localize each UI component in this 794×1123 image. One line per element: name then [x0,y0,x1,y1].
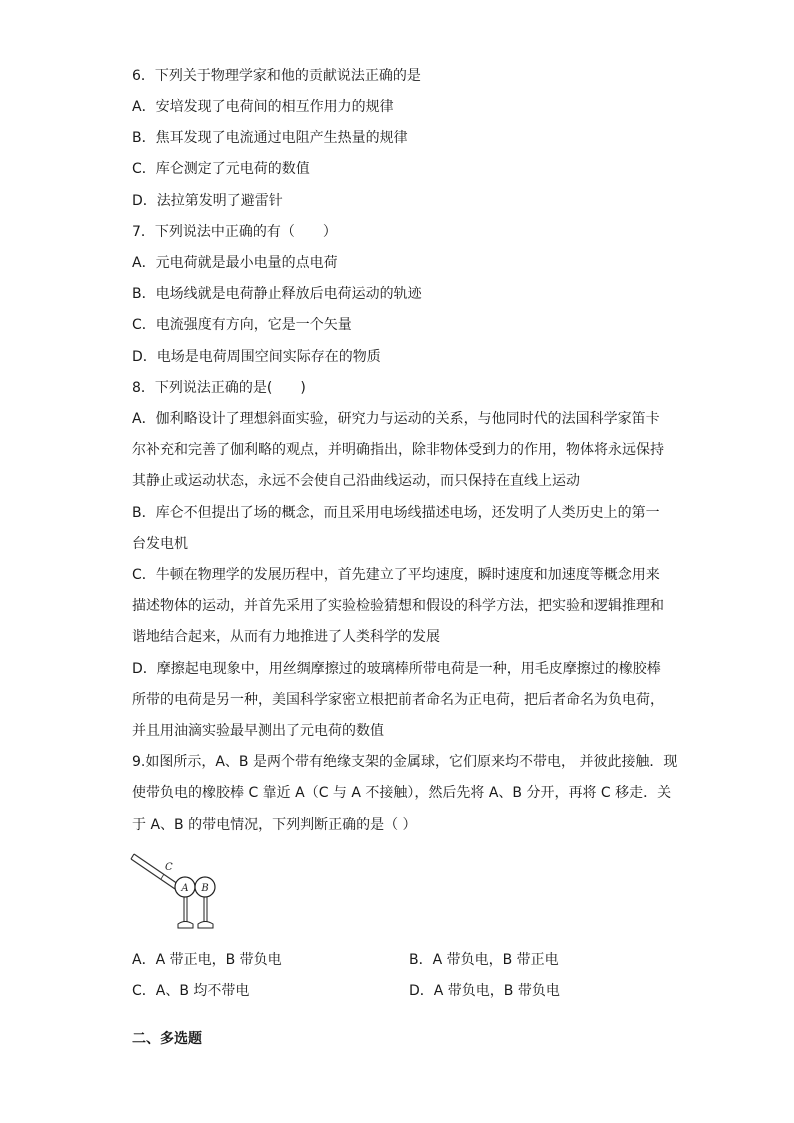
stand-a [178,897,193,928]
question-8-option-line: 尔补充和完善了伽利略的观点，并明确指出，除非物体受到力的作用，物体将永远保持 [132,442,664,458]
question-9-option-c: C．A、B 均不带电 [132,983,250,999]
question-8-option-line: 其静止或运动状态，永远不会使自己沿曲线运动，而只保持在直线上运动 [132,473,580,489]
question-8-option-line: D．摩擦起电现象中，用丝绸摩擦过的玻璃棒所带电荷是一种，用毛皮摩擦过的橡胶棒 [132,661,661,677]
question-8-option-line: 描述物体的运动，并首先采用了实验检验猜想和假设的科学方法，把实验和逻辑推理和 [132,598,664,614]
question-6-option-b: B．焦耳发现了电流通过电阻产生热量的规律 [132,130,408,146]
question-8-option-line: C．牛顿在物理学的发展历程中，首先建立了平均速度，瞬时速度和加速度等概念用来 [132,567,660,583]
question-8-stem: 8．下列说法正确的是( ) [132,380,306,396]
question-7-option-d: D．电场是电荷周围空间实际存在的物质 [132,349,381,365]
question-7-option-b: B．电场线就是电荷静止释放后电荷运动的轨迹 [132,286,422,302]
question-8-option-line: 所带的电荷是另一种，美国科学家密立根把前者命名为正电荷，把后者命名为负电荷， [132,692,664,708]
question-7-stem: 7．下列说法中正确的有（ ） [132,224,337,240]
rod-label: C [165,862,173,873]
question-9-option-d: D．A 带负电，B 带负电 [409,983,560,999]
stand-b [198,897,213,928]
sphere-a-label: A [181,883,189,894]
question-6-option-c: C．库仑测定了元电荷的数值 [132,161,310,177]
question-6-option-d: D．法拉第发明了避雷针 [132,193,283,209]
question-9-stem-line: 于 A、B 的带电情况，下列判断正确的是（ ） [132,817,417,833]
question-6-stem: 6．下列关于物理学家和他的贡献说法正确的是 [132,68,421,84]
question-8-option-line: 并且用油滴实验最早测出了元电荷的数值 [132,723,384,739]
question-9-stem-line: 使带负电的橡胶棒 C 靠近 A（C 与 A 不接触），然后先将 A、B 分开，再将 C 移走．关 [132,785,672,801]
section-heading: 二、多选题 [132,1031,202,1047]
sphere-b-label: B [201,883,209,894]
question-9-option-a: A．A 带正电，B 带负电 [132,952,282,968]
question-8-option-line: A．伽利略设计了理想斜面实验，研究力与运动的关系，与他同时代的法国科学家笛卡 [132,411,660,427]
question-6-option-a: A．安培发现了电荷间的相互作用力的规律 [132,99,394,115]
question-7-option-c: C．电流强度有方向，它是一个矢量 [132,317,352,333]
question-8-option-line: B．库仑不但提出了场的概念，而且采用电场线描述电场，还发明了人类历史上的第一 [132,505,660,521]
question-8-option-line: 谐地结合起来，从而有力地推进了人类科学的发展 [132,629,440,645]
question-8-option-line: 台发电机 [132,536,188,552]
question-9-option-b: B．A 带负电，B 带正电 [409,952,559,968]
question-9-stem-line: 9.如图所示，A、B 是两个带有绝缘支架的金属球，它们原来均不带电， 并彼此接触．现 [132,754,678,770]
question-7-option-a: A．元电荷就是最小电量的点电荷 [132,255,338,271]
charged-spheres-figure [128,848,228,936]
